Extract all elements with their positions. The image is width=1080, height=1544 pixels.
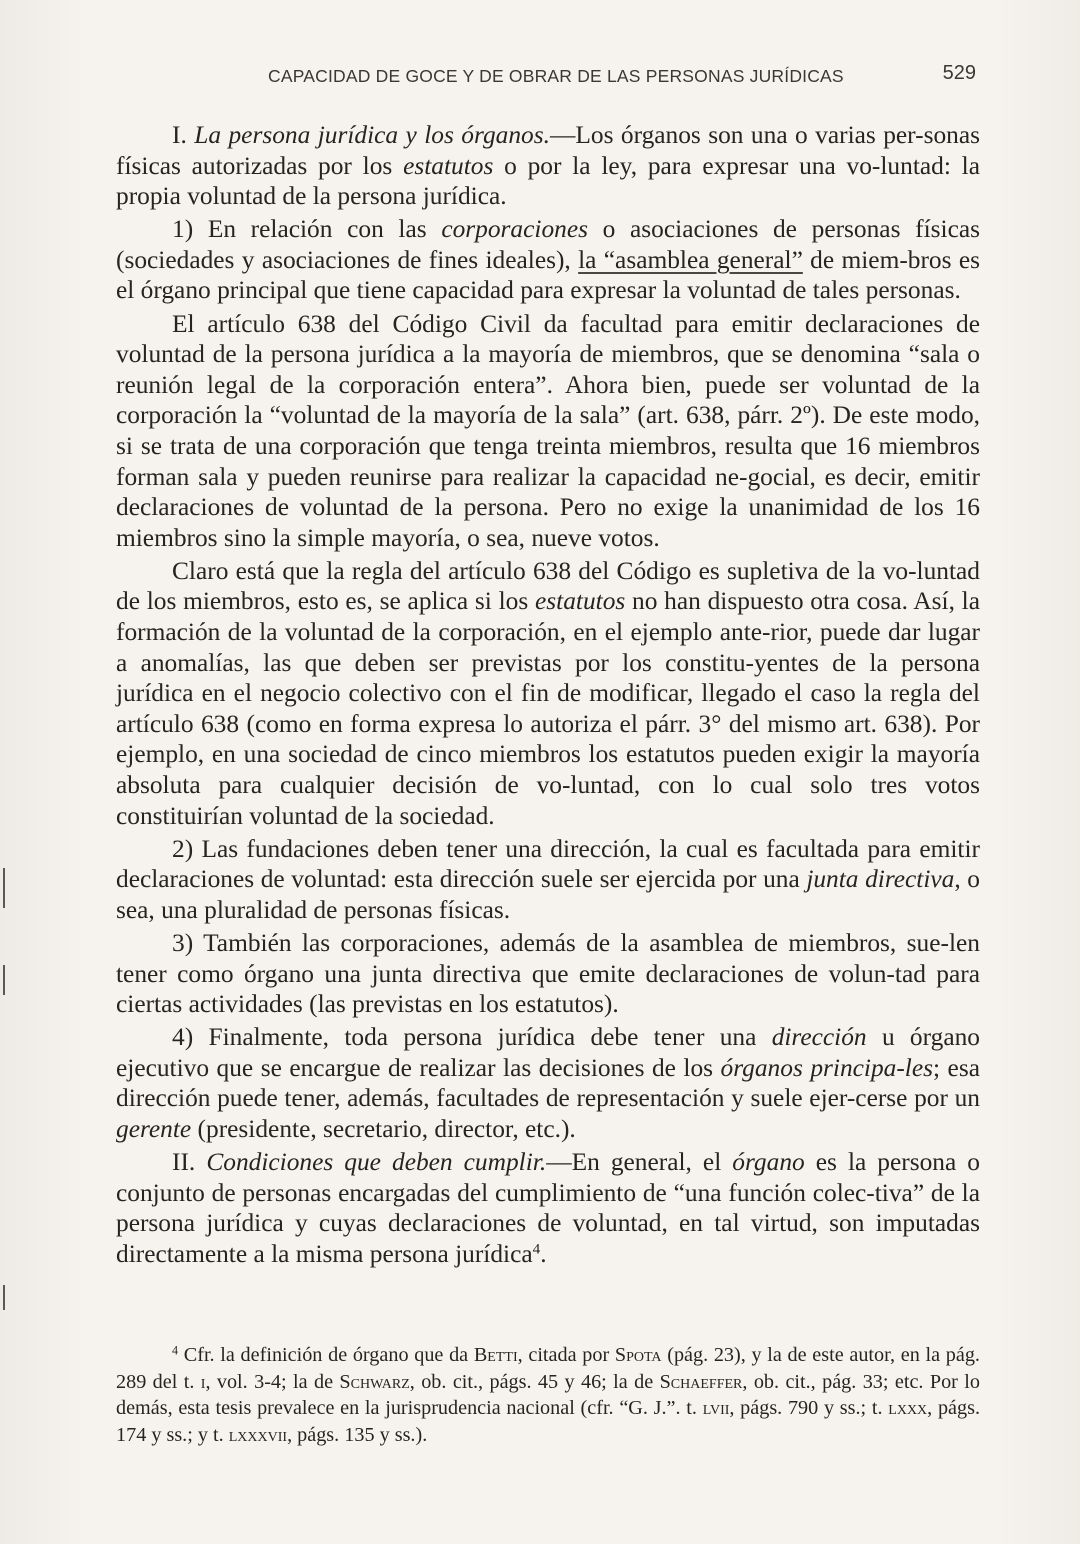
- paragraph-board: 3) También las corporaciones, además de la asamblea de miembros, sue-len tener como órgano una junta directiva que emite declaraciones de volun-tad para ciertas actividades (las previstas en los estatutos).: [116, 928, 980, 1019]
- running-header: [116, 62, 978, 92]
- footnotes: [116, 1342, 980, 1448]
- paragraph-direction: 4) Finalmente, toda persona jurídica debe tener una dirección u órgano ejecutivo que se encargue de realizar las decisiones de los órganos principa-les; esa dirección puede tener, además, facultades de representación y suele ejer-cerse por un gerente (presidente, secretario, director, etc.).: [116, 1023, 980, 1143]
- paragraph-article-638: El artículo 638 del Código Civil da facultad para emitir declaraciones de voluntad de la persona jurídica a la mayoría de miembros, que se denomina “sala o reunión legal de la corporación entera”. Ahora bien, puede ser voluntad de la corporación la “voluntad de la mayoría de la sala” (art. 638, párr. 2º). De este modo, si se trata de una corporación que tenga treinta miembros, resulta que 16 miembros forman sala y pueden reunirse para realizar la capacidad ne-gocial, es decir, emitir declaraciones de voluntad de la persona. Pero no exige la unanimidad de los 16 miembros sino la simple mayoría, o sea, nueve votos.: [116, 309, 980, 552]
- paragraph-conditions: II. Condiciones que deben cumplir.—En general, el órgano es la persona o conjunto de personas encargadas del cumplimiento de “una función colec-tiva” de la persona jurídica y cuyas declaraciones de voluntad, en tal virtud, son imputadas directamente a la misma persona jurídica$^4$.: [116, 1148, 981, 1268]
- footnote-reference: 4: [532, 1240, 541, 1258]
- margin-edge-mark: [3, 965, 5, 995]
- paragraph-foundations: 2) Las fundaciones deben tener una dirección, la cual es facultada para emitir declaraciones de voluntad: esta dirección suele ser ejercida por una junta directiva, o sea, una pluralidad de personas físicas.: [116, 834, 981, 924]
- margin-edge-mark: [3, 1285, 5, 1310]
- underlined-phrase: la “asamblea general”: [578, 245, 803, 274]
- running-title: CAPACIDAD DE GOCE Y DE OBRAR DE LAS PERSONAS JURÍDICAS: [268, 66, 844, 86]
- footnote-number: 4: [172, 1343, 179, 1358]
- paragraph-organs-intro: I. La persona jurídica y los órganos.—Los órganos son una o varias per-sonas físicas autorizadas por los estatutos o por la ley, para expresar una vo-luntad: la propia voluntad de la persona jurídica.: [116, 121, 980, 211]
- page-number: 529: [942, 62, 976, 84]
- paragraph-corporations: 1) En relación con las corporaciones o asociaciones de personas físicas (sociedades y asociaciones de fines ideales), la “asamblea general” de miem-bros es el órgano principal que tiene capacidad para expresar la voluntad de tales personas.: [116, 215, 980, 305]
- paragraph-supletive-rule: Claro está que la regla del artículo 638 del Código es supletiva de la vo-luntad de los miembros, esto es, se aplica si los estatutos no han dispuesto otra cosa. Así, la formación de la voluntad de la corporación, en el ejemplo ante-rior, puede dar lugar a anomalías, las que deben ser previstas por los constitu-yentes de la persona jurídica en el negocio colectivo con el fin de modificar, llegado el caso la regla del artículo 638 (como en forma expresa lo autoriza el párr. 3° del mismo art. 638). Por ejemplo, en una sociedad de cinco miembros los estatutos pueden exigir la mayoría absoluta para cualquier decisión de vo-luntad, con lo cual solo tres votos constituirían voluntad de la sociedad.: [116, 556, 980, 830]
- main-text: [116, 120, 980, 1269]
- margin-edge-mark: [3, 868, 5, 908]
- footnote-4: $^4$ Cfr. la definición de órgano que da Betti, citada por Spota (pág. 23), y la de este autor, en la pág. 289 del t. i, vol. 3-4; la de Schwarz, ob. cit., págs. 45 y 46; la de Schaeffer, ob. cit., pág. 33; etc. Por lo demás, esta tesis prevalece en la jurisprudencia nacional (cfr. “G. J.”. t. lvii, págs. 790 y ss.; t. lxxx, págs. 174 y ss.; y t. lxxxvii, págs. 135 y ss.).: [116, 1343, 981, 1446]
